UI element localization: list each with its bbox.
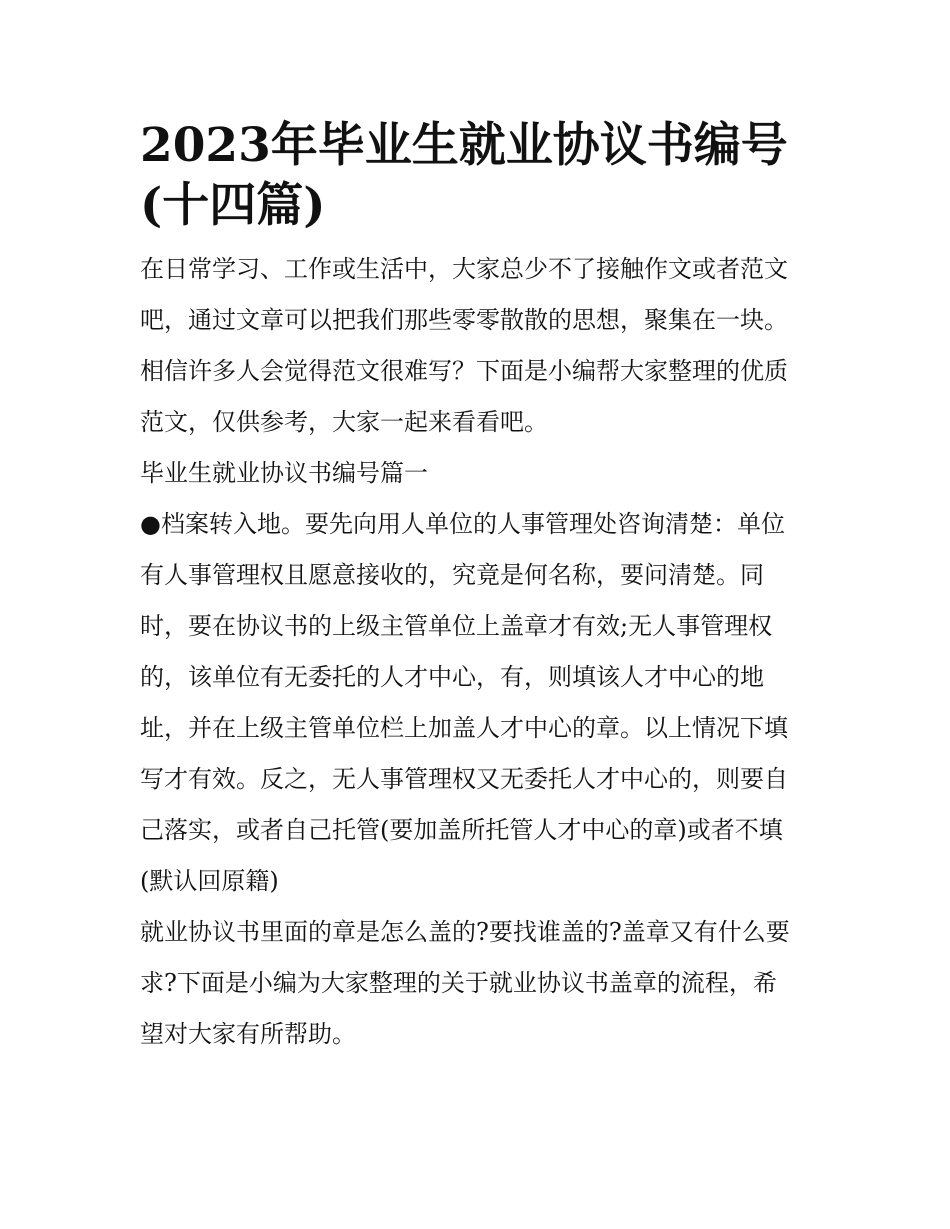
section-line: 时，要在协议书的上级主管单位上盖章才有效;无人事管理权: [140, 612, 773, 640]
section-line: 址，并在上级主管单位栏上加盖人才中心的章。以上情况下填: [140, 714, 788, 742]
section-line: 写才有效。反之，无人事管理权又无委托人才中心的，则要自: [140, 765, 788, 793]
closing-line: 求?下面是小编为大家整理的关于就业协议书盖章的流程，希: [140, 969, 777, 997]
title-line: (十四篇): [140, 178, 326, 233]
section-line: 己落实，或者自己托管(要加盖所托管人才中心的章)或者不填: [140, 816, 783, 844]
section-line: (默认回原籍): [140, 867, 279, 895]
intro-line: 相信许多人会觉得范文很难写？下面是小编帮大家整理的优质: [140, 357, 788, 385]
closing-line: 就业协议书里面的章是怎么盖的?要找谁盖的?盖章又有什么要: [140, 918, 790, 946]
intro-line: 吧，通过文章可以把我们那些零零散散的思想，聚集在一块。: [140, 306, 788, 334]
section-line: ●档案转入地。要先向用人单位的人事管理处咨询清楚：单位: [140, 510, 785, 538]
document-content: [140, 116, 815, 1060]
section-paragraph: [140, 499, 815, 907]
title-line: 2023年毕业生就业协议书编号: [140, 118, 788, 173]
document-title: [140, 116, 815, 236]
closing-paragraph: [140, 907, 815, 1060]
intro-line: 在日常学习、工作或生活中，大家总少不了接触作文或者范文: [140, 255, 788, 283]
intro-paragraph: [140, 244, 815, 448]
section-heading: [140, 448, 815, 499]
section-heading-text: 毕业生就业协议书编号篇一: [140, 459, 428, 487]
closing-line: 望对大家有所帮助。: [140, 1020, 356, 1048]
section-line: 的，该单位有无委托的人才中心，有，则填该人才中心的地: [140, 663, 764, 691]
section-line: 有人事管理权且愿意接收的，究竟是何名称，要问清楚。同: [140, 561, 764, 589]
intro-line: 范文，仅供参考，大家一起来看看吧。: [140, 408, 548, 436]
